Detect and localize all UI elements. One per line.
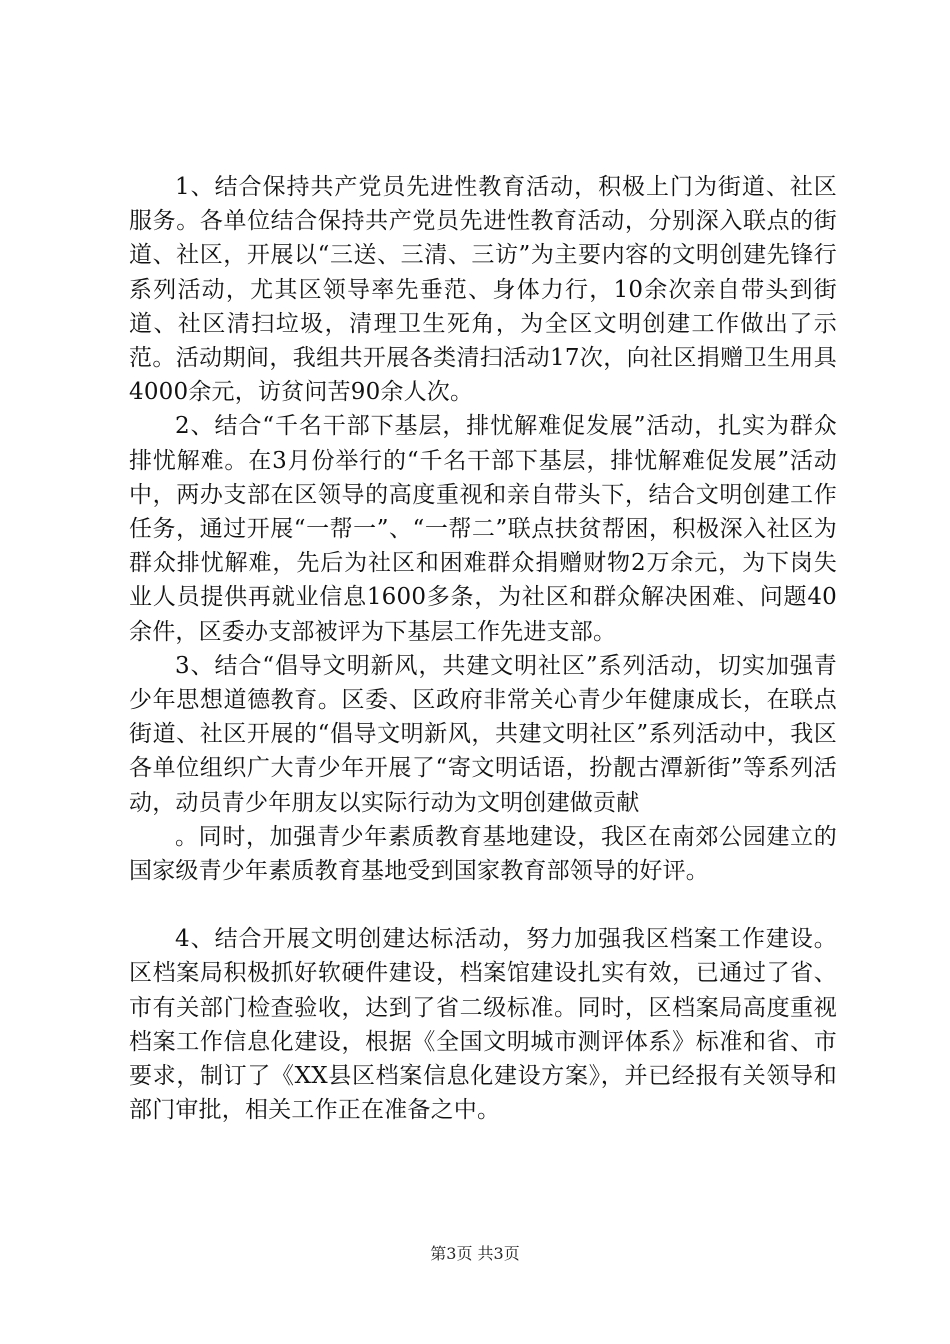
paragraph-3-continued: 。同时，加强青少年素质教育基地建设，我区在南郊公园建立的国家级青少年素质教育基地受到国家教育部领导的好评。 — [129, 823, 837, 885]
document-body — [129, 170, 837, 1127]
paragraph-4: 4、结合开展文明创建达标活动，努力加强我区档案工作建设。区档案局积极抓好软硬件建设，档案馆建设扎实有效，已通过了省、市有关部门检查验收，达到了省二级标准。同时，区档案局高度重视档案工作信息化建设，根据《全国文明城市测评体系》标准和省、市要求，制订了《XX县区档案信息化建设方案》，并已经报有关领导和部门审批，相关工作正在准备之中。 — [129, 926, 837, 1124]
paragraph-3: 3、结合“倡导文明新风，共建文明社区”系列活动，切实加强青少年思想道德教育。区委、区政府非常关心青少年健康成长，在联点街道、社区开展的“倡导文明新风，共建文明社区”系列活动中，我区各单位组织广大青少年开展了“寄文明话语，扮靓古潭新街”等系列活动，动员青少年朋友以实际行动为文明创建做贡献 — [129, 652, 837, 816]
paragraph-2: 2、结合“千名干部下基层，排忧解难促发展”活动，扎实为群众排忧解难。在3月份举行的“千名干部下基层，排忧解难促发展”活动中，两办支部在区领导的高度重视和亲自带头下，结合文明创建工作任务，通过开展“一帮一”、“一帮二”联点扶贫帮困，积极深入社区为群众排忧解难，先后为社区和困难群众捐赠财物2万余元，为下岗失业人员提供再就业信息1600多条，为社区和群众解决困难、问题40余件，区委办支部被评为下基层工作先进支部。 — [129, 413, 837, 645]
paragraph-1: 1、结合保持共产党员先进性教育活动，积极上门为街道、社区服务。各单位结合保持共产党员先进性教育活动，分别深入联点的街道、社区，开展以“三送、三清、三访”为主要内容的文明创建先锋行系列活动，尤其区领导率先垂范、身体力行，10余次亲自带头到街道、社区清扫垃圾，清理卫生死角，为全区文明创建工作做出了示范。活动期间，我组共开展各类清扫活动17次，向社区捐赠卫生用具4000余元，访贫问苦90余人次。 — [129, 174, 837, 406]
page-number-footer: 第3页 共3页 — [430, 1244, 520, 1263]
